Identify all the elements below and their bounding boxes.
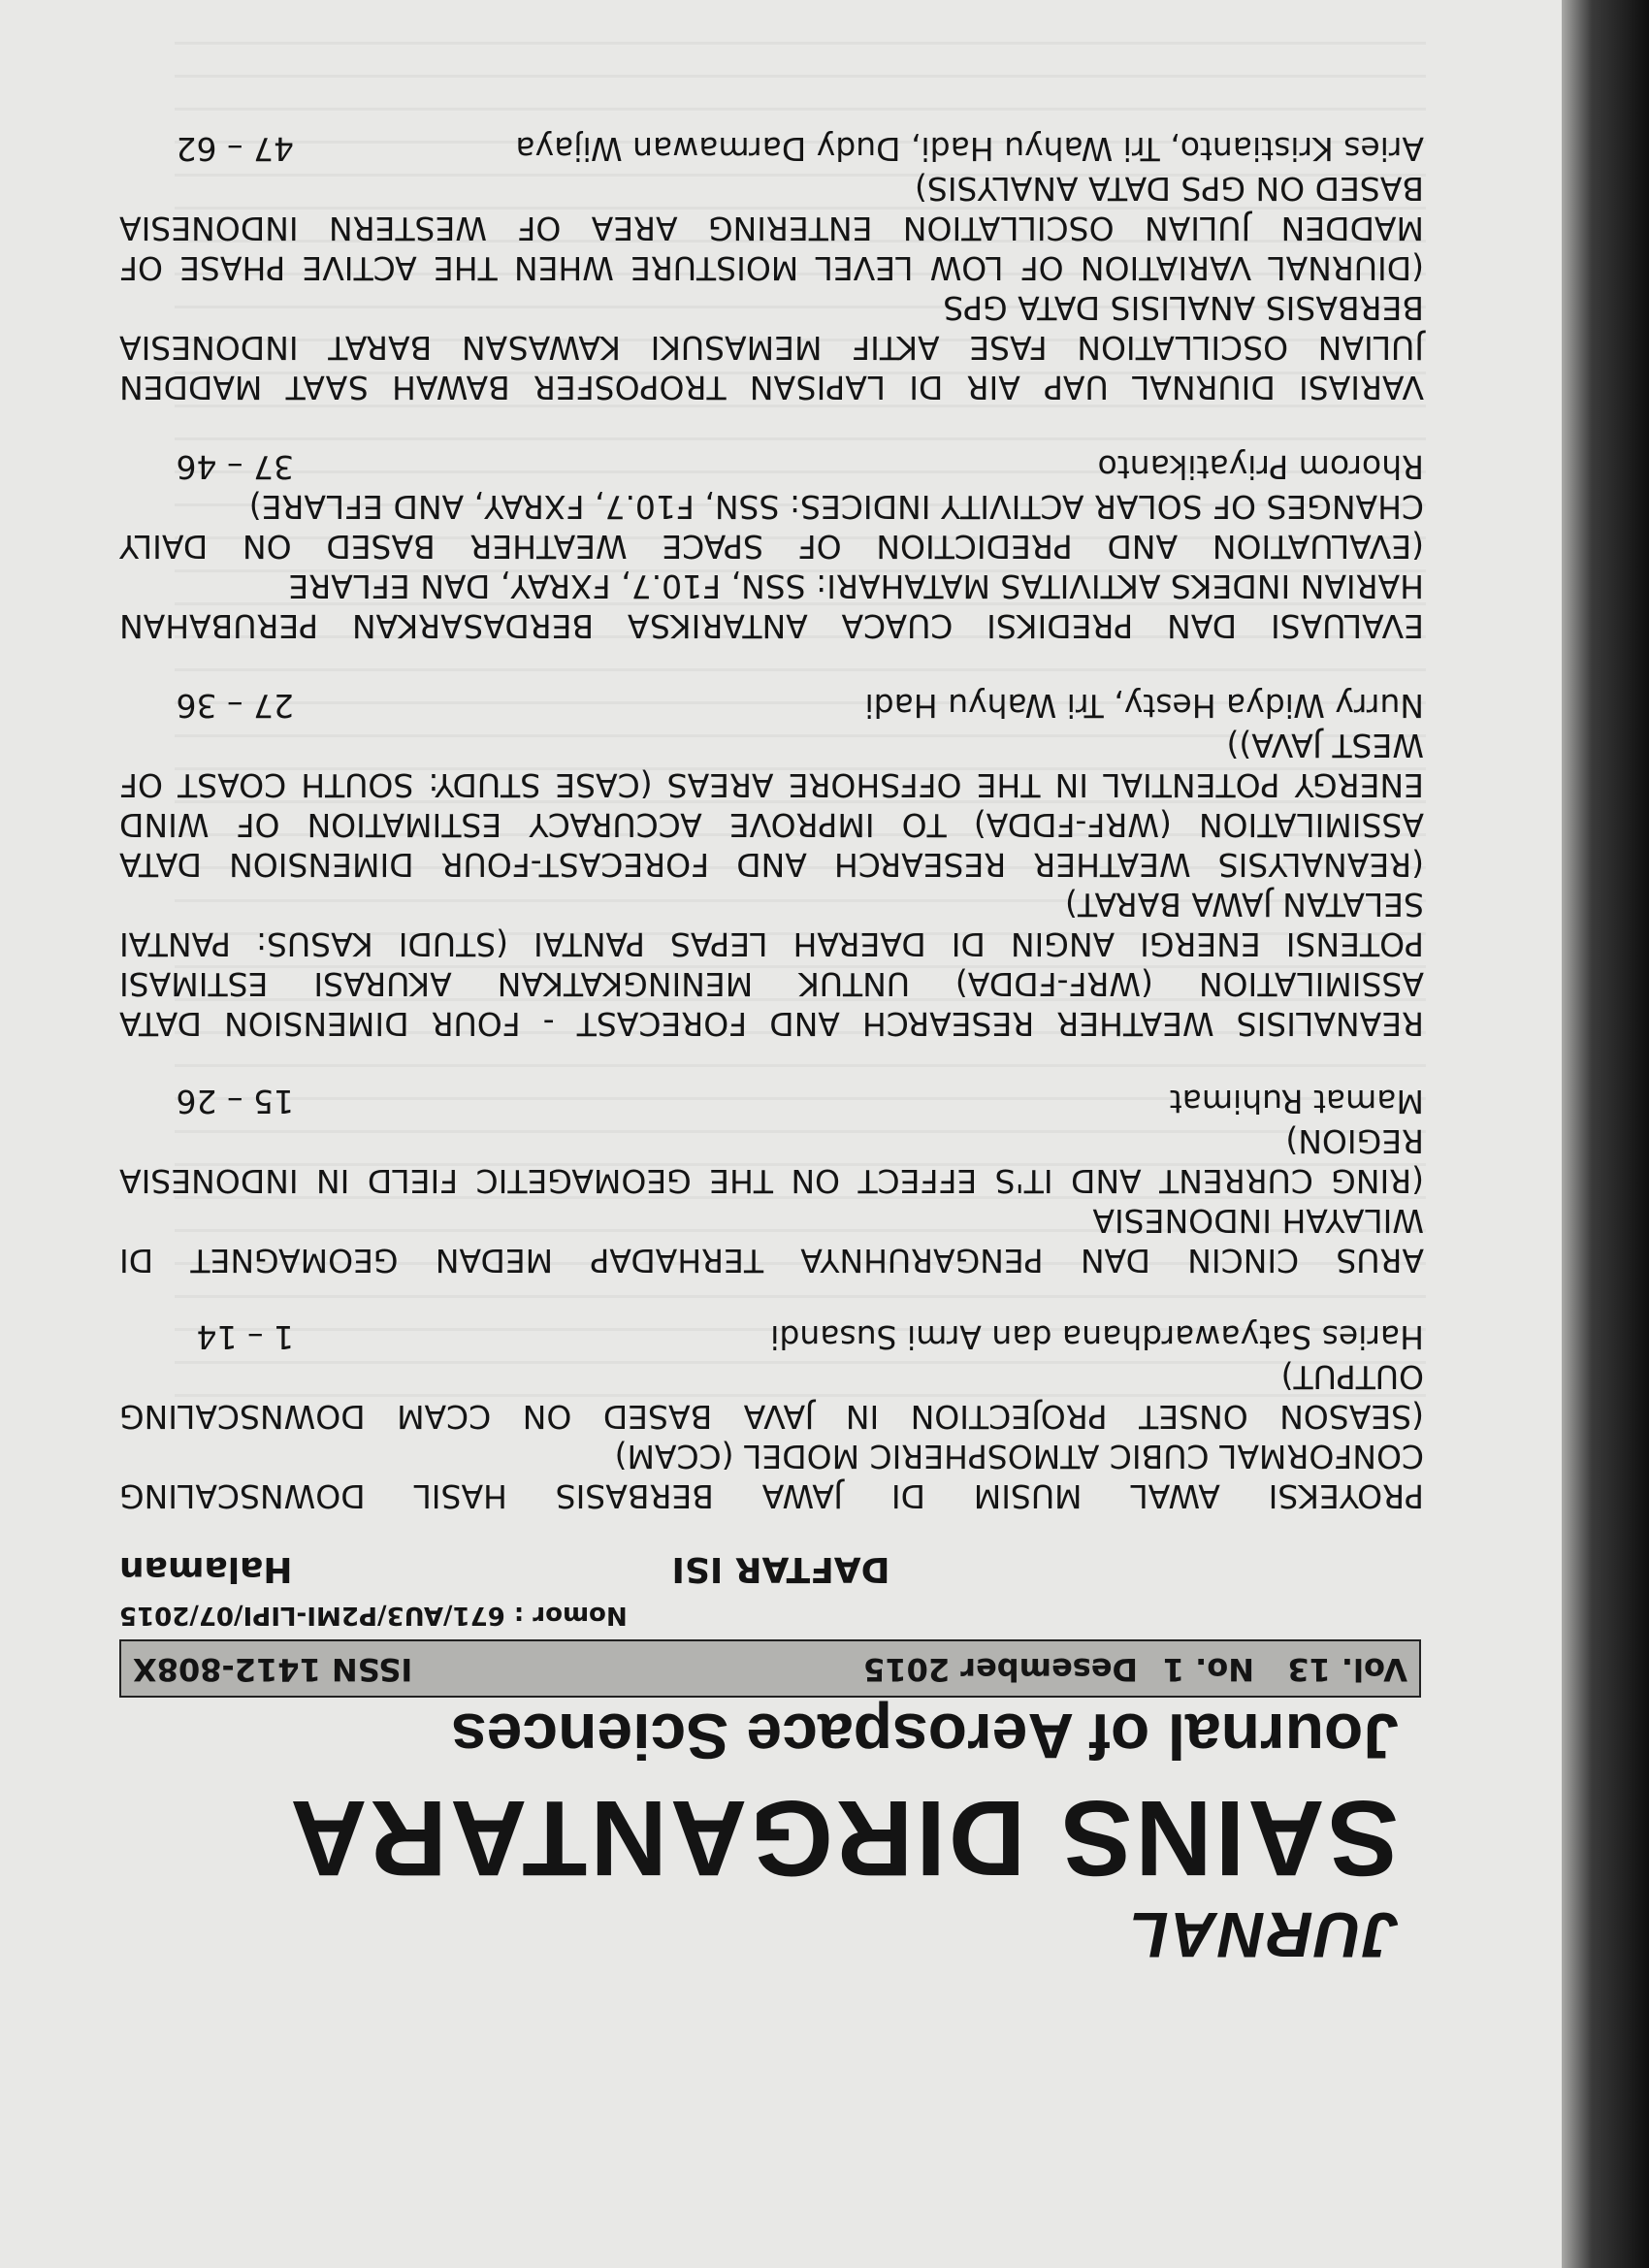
toc-heading: DAFTAR ISI	[671, 1549, 890, 1589]
entry-title-id: PROYEKSI AWAL MUSIM DI JAWA BERBASIS HASIL DOWNSCALING CONFORMAL CUBIC ATMOSPHERIC MODEL (CCAM)	[119, 1438, 1424, 1515]
entry-title-id: VARIASI DIURNAL UAP AIR DI LAPISAN TROPOSFER BAWAH SAAT MADDEN JULIAN OSCILLATION FASE AKTIF MEMASUKI KAWASAN BARAT INDONESIA BERBASIS ANALISIS DATA GPS	[119, 289, 1424, 406]
journal-subtitle: Journal of Aerospace Sciences	[451, 1701, 1399, 1772]
entry-title-id: EVALUASI DAN PREDIKSI CUACA ANTARIKSA BERDASARKAN PERUBAHAN HARIAN INDEKS AKTIVITAS MATAHARI: SSN, F10.7, FXRAY, DAN EFLARE	[119, 567, 1424, 645]
entry-pages: 15 – 26	[176, 1083, 294, 1120]
entry-authors: Haries Satyawardhana dan Armi Susandi	[770, 1318, 1424, 1356]
entry-authors: Mamat Ruhimat	[1169, 1083, 1424, 1120]
entry-author-row	[119, 1317, 1424, 1357]
issue-issn: ISSN 1412-808X	[133, 1651, 413, 1688]
issue-number: No. 1	[1162, 1651, 1254, 1688]
entry-title-en: (REANALYSIS WEATHER RESEARCH AND FORECAST-FOUR DIMENSION DATA ASSIMILATION (WRF-FDDA) TO IMPROVE ACCURACY ESTIMATION OF WIND ENERGY POTENTIAL IN THE OFFSHORE AREAS (CASE STUDY: SOUTH COAST OF WEST JAVA))	[119, 727, 1424, 884]
entry-title-en: (RING CURRENT AND IT'S EFFECT ON THE GEOMAGETIC FIELD IN INDONESIA REGION)	[119, 1122, 1424, 1200]
page-column-heading: Halaman	[119, 1549, 293, 1589]
entry-pages: 1 – 14	[196, 1318, 294, 1356]
entry-title-en: (EVALUATION AND PREDICTION OF SPACE WEATHER BASED ON DAILY CHANGES OF SOLAR ACTIVITY INDICES: SSN, F10.7, FXRAY, AND EFLARE)	[119, 488, 1424, 566]
accreditation-number: Nomor : 671/AU3/P2MI-LIPI/07/2015	[119, 1601, 628, 1630]
entry-authors: Aries Kristianto, Tri Wahyu Hadi, Dudy Darmawan Wijaya	[515, 130, 1424, 168]
entry-title-en: (DIURNAL VARIATION OF LOW LEVEL MOISTURE WHEN THE ACTIVE PHASE OF MADDEN JULIAN OSCILLATION ENTERING AREA OF WESTERN INDONESIA BASED ON GPS DATA ANALYSIS)	[119, 170, 1424, 287]
entry-authors: Nurry Widya Hesty, Tri Wahyu Hadi	[864, 687, 1424, 725]
issue-bar	[119, 1639, 1421, 1698]
entry-pages: 37 – 46	[176, 448, 294, 486]
toc-entry	[119, 1317, 1424, 1516]
entry-author-row	[119, 686, 1424, 726]
entry-authors: Rhorom Priyatikanto	[1097, 448, 1424, 486]
entry-pages: 47 – 62	[176, 130, 294, 168]
entry-author-row	[119, 1082, 1424, 1121]
toc-entry	[119, 1082, 1424, 1280]
toc-entry	[119, 686, 1424, 1044]
toc-entry	[119, 129, 1424, 407]
scanner-edge-shadow	[1562, 0, 1649, 2268]
entry-author-row	[119, 129, 1424, 169]
toc-entry	[119, 447, 1424, 646]
entry-title-id: REANALISIS WEATHER RESEARCH AND FORECAST - FOUR DIMENSION DATA ASSIMILATION (WRF-FDDA) UNTUK MENINGKATKAN AKURASI ESTIMASI POTENSI ENERGI ANGIN DI DAERAH LEPAS PANTAI (STUDI KASUS: PANTAI SELATAN JAWA BARAT)	[119, 886, 1424, 1043]
entry-pages: 27 – 36	[176, 687, 294, 725]
journal-label: JURNAL	[1127, 1899, 1399, 1971]
entry-title-id: ARUS CINCIN DAN PENGARUHNYA TERHADAP MEDAN GEOMAGNET DI WILAYAH INDONESIA	[119, 1202, 1424, 1280]
issue-volume: Vol. 13	[1287, 1651, 1407, 1688]
entry-title-en: (SEASON ONSET PROJECTION IN JAVA BASED ON CCAM DOWNSCALING OUTPUT)	[119, 1358, 1424, 1436]
issue-date: Desember 2015	[863, 1651, 1138, 1688]
journal-name: SAINS DIRGANTARA	[287, 1778, 1399, 1897]
entry-author-row	[119, 447, 1424, 487]
